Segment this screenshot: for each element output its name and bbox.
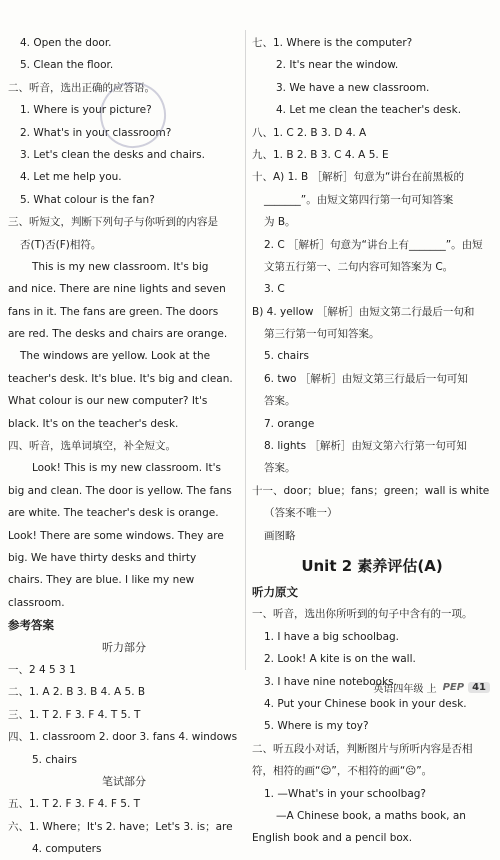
script-line: —A Chinese book, a maths book, an <box>276 809 466 822</box>
column-divider <box>245 30 246 670</box>
section-heading: 三、听短文，判断下列句子与你听到的内容是 <box>8 216 218 229</box>
answer-line: _______”。由短文第四行第一句可知答案 <box>264 193 454 206</box>
answer-line: 3. C <box>264 283 285 296</box>
line: 4. Open the door. <box>20 37 112 49</box>
line: 5. Clean the floor. <box>20 59 114 72</box>
section-heading: 二、听五段小对话，判断图片与所听内容是否相 <box>252 742 473 755</box>
page-number: 41 <box>468 682 490 693</box>
written-part-heading: 笔试部分 <box>102 774 146 788</box>
passage-line: are red. The desks and chairs are orange. <box>8 328 228 341</box>
script-line: 5. Where is my toy? <box>264 720 369 733</box>
section-heading-cont: 否(T)否(F)相符。 <box>20 238 102 251</box>
line: 1. Where is your picture? <box>20 104 152 117</box>
footer-book-title: 英语四年级 上 <box>373 683 437 695</box>
answer-line: 十、A) 1. B ［解析］句意为“讲台在前黑板的 <box>252 171 464 184</box>
answer-line: 5. chairs <box>264 350 309 363</box>
answer-line: 7. orange <box>264 417 315 430</box>
answer-line: 5. chairs <box>32 753 77 766</box>
answer-line: 文第五行第一、二句内容可知答案为 C。 <box>264 260 454 273</box>
footer-edition: PEP <box>442 681 465 693</box>
answer-line: 九、1. B 2. B 3. C 4. A 5. E <box>252 148 389 161</box>
script-title: 听力原文 <box>252 584 298 599</box>
answer-line: 8. lights ［解析］由短文第六行第一句可知 <box>264 440 467 453</box>
line: 2. What's in your classroom? <box>20 126 172 139</box>
passage-line: Look! This is my new classroom. It's <box>32 462 221 475</box>
script-line: 4. Put your Chinese book in your desk. <box>264 697 467 710</box>
answer-line: 七、1. Where is the computer? <box>252 37 413 49</box>
answer-line: 三、1. T 2. F 3. F 4. T 5. T <box>8 708 141 721</box>
answer-line: 答案。 <box>264 462 296 475</box>
answer-line: 答案。 <box>264 395 296 408</box>
answer-line: 4. computers <box>32 843 102 856</box>
passage-line: are white. The teacher's desk is orange. <box>8 507 219 520</box>
line: 3. Let's clean the desks and chairs. <box>20 148 205 161</box>
script-line: 2. Look! A kite is on the wall. <box>264 653 416 666</box>
script-line: 1. I have a big schoolbag. <box>264 630 400 643</box>
answer-line: 第三行第一句可知答案。 <box>264 328 380 341</box>
answer-line: 6. two ［解析］由短文第三行最后一句可知 <box>264 372 468 385</box>
script-line: English book and a pencil box. <box>252 832 413 845</box>
passage-line: classroom. <box>8 596 65 609</box>
passage-1 <box>8 256 240 435</box>
answers-title: 参考答案 <box>8 618 54 633</box>
passage-line: big. We have thirty desks and thirty <box>8 551 197 564</box>
passage-line: black. It's on the teacher's desk. <box>8 417 179 430</box>
answer-line: 2. It's near the window. <box>276 59 399 72</box>
line: 5. What colour is the fan? <box>20 193 155 206</box>
section-heading: 二、听音，选出正确的应答语。 <box>8 81 155 94</box>
left-column <box>8 32 240 860</box>
answer-line: 4. Let me clean the teacher's desk. <box>276 104 462 117</box>
passage-line: chairs. They are blue. I like my new <box>8 574 195 587</box>
answer-line: 为 B。 <box>264 216 296 229</box>
answer-line: 八、1. C 2. B 3. D 4. A <box>252 126 367 139</box>
answer-line: 五、1. T 2. F 3. F 4. F 5. T <box>8 798 141 811</box>
passage-line: The windows are yellow. Look at the <box>20 350 211 363</box>
answer-line: 一、2 4 5 3 1 <box>8 663 76 676</box>
passage-line: fans in it. The fans are green. The doors <box>8 305 219 318</box>
right-column <box>252 32 492 850</box>
passage-2 <box>8 457 240 614</box>
answer-line: 十一、door；blue；fans；green；wall is white <box>252 484 490 497</box>
section-heading: 一、听音，选出你所听到的句子中含有的一项。 <box>252 608 473 621</box>
answer-line: B) 4. yellow ［解析］由短文第二行最后一句和 <box>252 305 475 318</box>
passage-line: Look! There are some windows. They are <box>8 529 224 542</box>
answer-line: 二、1. A 2. B 3. B 4. A 5. B <box>8 686 146 699</box>
answer-line: 画图略 <box>264 529 296 542</box>
answer-line: 2. C ［解析］句意为“讲台上有_______”。由短 <box>264 238 483 251</box>
line: 4. Let me help you. <box>20 171 122 184</box>
unit-title: Unit 2 素养评估(A) <box>301 556 443 575</box>
answer-line: 3. We have a new classroom. <box>276 81 430 94</box>
passage-line: big and clean. The door is yellow. The fans <box>8 484 232 497</box>
page-footer <box>373 678 490 696</box>
section-heading-cont: 符，相符的画“☺”，不相符的画“☹”。 <box>252 765 433 778</box>
passage-line: This is my new classroom. It's big <box>32 260 209 273</box>
passage-line: and nice. There are nine lights and seven <box>8 283 226 296</box>
script-line: 1. —What's in your schoolbag? <box>264 787 426 800</box>
listening-part-heading: 听力部分 <box>102 640 146 654</box>
answer-line: 六、1. Where；It's 2. have；Let's 3. is；are <box>8 820 233 833</box>
passage-line: teacher's desk. It's blue. It's big and clean. <box>8 372 233 385</box>
answer-line: 四、1. classroom 2. door 3. fans 4. windows <box>8 731 238 744</box>
section-heading: 四、听音，选单词填空，补全短文。 <box>8 440 176 453</box>
passage-line: What colour is our new computer? It's <box>8 395 208 408</box>
script-line: 3. I have nine notebooks. <box>264 675 397 688</box>
answer-line: （答案不唯一） <box>264 507 338 520</box>
